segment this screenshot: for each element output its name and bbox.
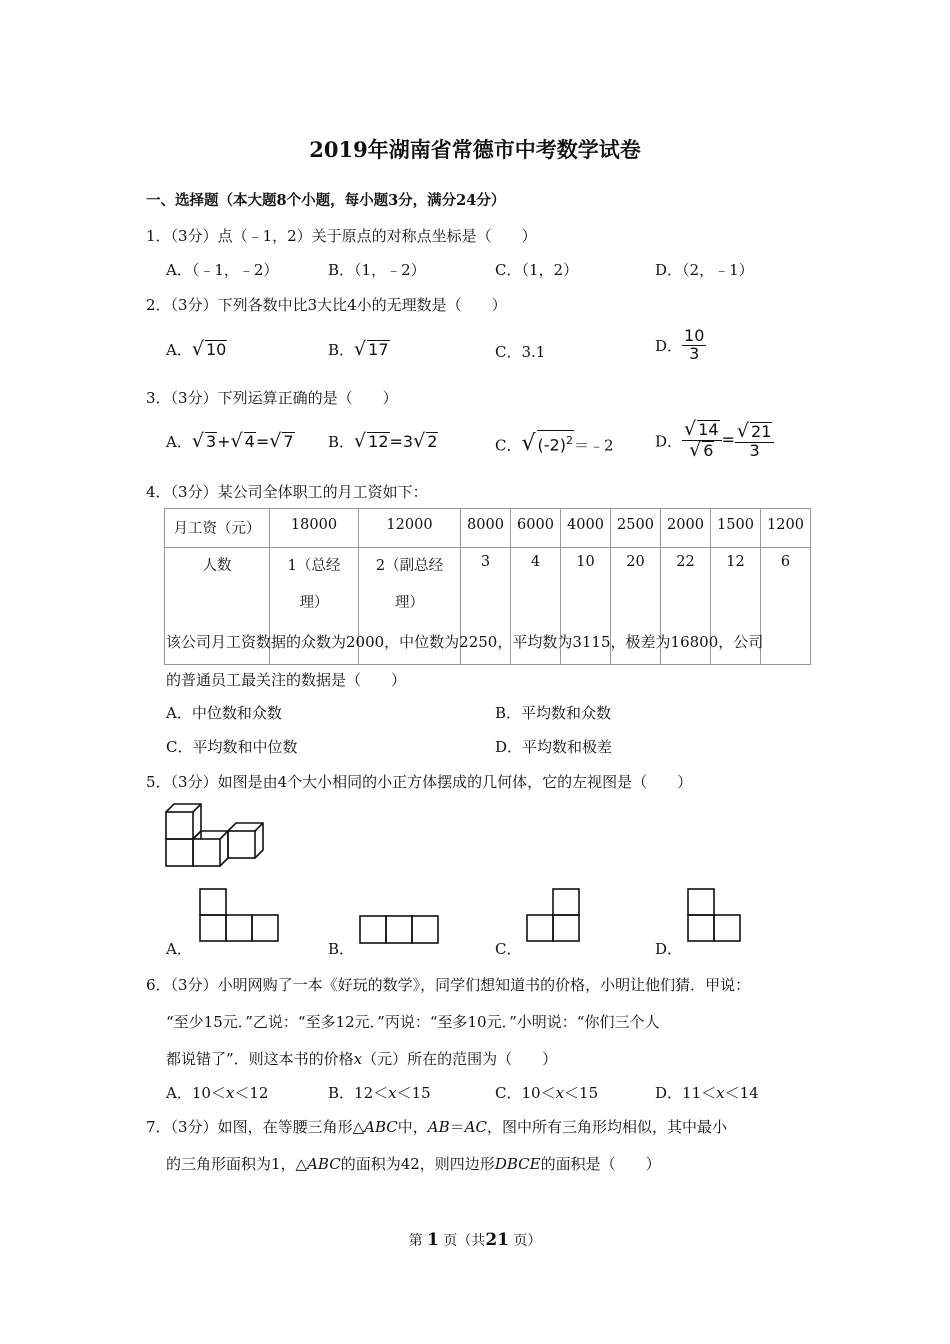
q3-option-a: A．√ 3+√ 4=√ 7 xyxy=(166,430,294,452)
table-cell: 18000 xyxy=(270,509,359,548)
table-cell: 2（副总经 理） xyxy=(359,548,461,665)
q6-option-c: C．10＜x＜15 xyxy=(495,1084,599,1102)
q4-option-a: A．中位数和众数 xyxy=(166,704,282,722)
q1-option-d: D．（2，﹣1） xyxy=(655,261,754,279)
q5-option-d-view xyxy=(686,887,744,945)
q6-option-a: A．10＜x＜12 xyxy=(166,1084,269,1102)
q3-option-b: B．√ 12=3√ 2 xyxy=(328,430,438,452)
q2-option-b: B．√ 17 xyxy=(328,338,389,360)
q5-option-c: C． xyxy=(495,940,522,958)
question-7-line-1: 7．（3分）如图，在等腰三角形△ABC中，AB＝AC，图中所有三角形均相似，其中最小 xyxy=(146,1118,727,1136)
table-cell: 1500 xyxy=(711,509,761,548)
table-row-label: 人数 xyxy=(165,548,270,665)
q3-option-d-label: D． xyxy=(655,432,683,451)
table-cell: 1（总经 理） xyxy=(270,548,359,665)
q5-option-d: D． xyxy=(655,940,683,958)
q4-text-line-1: 该公司月工资数据的众数为2000，中位数为2250，平均数为3115，极差为16800，公司 xyxy=(166,633,764,651)
q4-option-d: D．平均数和极差 xyxy=(495,738,613,756)
question-1-stem: 1．（3分）点（﹣1，2）关于原点的对称点坐标是（ ） xyxy=(146,227,537,245)
question-3-stem: 3．（3分）下列运算正确的是（ ） xyxy=(146,389,398,407)
q5-option-b-view xyxy=(358,914,442,946)
q2-option-a: A．√ 10 xyxy=(166,338,227,360)
question-4-stem: 4．（3分）某公司全体职工的月工资如下： xyxy=(146,483,428,501)
question-6-line-2: “至少15元．”乙说：“至多12元．”丙说：“至多10元．”小明说：“你们三个人 xyxy=(166,1013,660,1031)
question-2-stem: 2．（3分）下列各数中比3大比4小的无理数是（ ） xyxy=(146,296,507,314)
q5-cube-figure xyxy=(160,798,275,873)
table-cell: 10 xyxy=(561,548,611,665)
page-footer: 第 1 页（共21 页） xyxy=(408,1230,542,1250)
q2-option-b-radicand: 17 xyxy=(368,340,389,359)
table-cell: 12 xyxy=(711,548,761,665)
q1-option-c: C．（1，2） xyxy=(495,261,579,279)
q2-option-c: C．3.1 xyxy=(495,343,546,361)
q2-option-d-label: D． xyxy=(655,336,683,355)
table-cell: 3 xyxy=(461,548,511,665)
table-cell: 6000 xyxy=(511,509,561,548)
q1-option-a: A．（﹣1，﹣2） xyxy=(166,261,279,279)
q2-option-d-numerator: 10 xyxy=(684,326,705,345)
table-cell: 2500 xyxy=(611,509,661,548)
table-cell: 4000 xyxy=(561,509,611,548)
page-title: 2019年湖南省常德市中考数学试卷 xyxy=(309,137,641,162)
q6-option-b: B．12＜x＜15 xyxy=(328,1084,431,1102)
table-cell: 2000 xyxy=(661,509,711,548)
table-cell: 12000 xyxy=(359,509,461,548)
q3-option-c-label: C． xyxy=(495,436,522,455)
table-cell: 8000 xyxy=(461,509,511,548)
q3-option-c: C．√ $(-2)^2=﹣2$ xyxy=(495,431,614,457)
table-header-label: 月工资（元） xyxy=(165,509,270,548)
q2-option-d-denominator: 3 xyxy=(689,343,700,363)
q5-option-c-view xyxy=(525,887,583,945)
q1-option-b: B．（1，﹣2） xyxy=(328,261,426,279)
table-cell: 22 xyxy=(661,548,711,665)
q2-option-a-label: A． xyxy=(166,341,192,359)
table-cell: 6 xyxy=(761,548,811,665)
table-cell: 4 xyxy=(511,548,561,665)
q3-option-b-label: B． xyxy=(328,433,355,451)
section-heading: 一、选择题（本大题8个小题，每小题3分，满分24分） xyxy=(146,192,506,209)
question-7-line-2: 的三角形面积为1，△ABC的面积为42，则四边形DBCE的面积是（ ） xyxy=(166,1155,661,1173)
question-5-stem: 5．（3分）如图是由4个大小相同的小正方体摆成的几何体，它的左视图是（ ） xyxy=(146,773,693,791)
q2-option-b-label: B． xyxy=(328,341,355,359)
question-6-line-1: 6．（3分）小明网购了一本《好玩的数学》，同学们想知道书的价格，小明让他们猜．甲说： xyxy=(146,976,751,994)
q4-option-b: B．平均数和众数 xyxy=(495,704,612,722)
q3-option-c-tail: ＝﹣2 xyxy=(573,436,614,455)
q5-option-a-view xyxy=(198,887,280,945)
table-cell: 20 xyxy=(611,548,661,665)
q4-text-line-2: 的普通员工最关注的数据是（ ） xyxy=(166,671,407,689)
q2-option-d xyxy=(655,328,706,363)
q3-option-d: D． $\frac{√ 14}{√ 6}$ = $\frac{√ 21}{3}$ xyxy=(655,420,774,461)
q2-option-a-radicand: 10 xyxy=(205,340,227,359)
question-6-line-3: 都说错了”．则这本书的价格x（元）所在的范围为（ ） xyxy=(166,1050,558,1068)
q6-option-d: D．11＜x＜14 xyxy=(655,1084,759,1102)
table-cell: 1200 xyxy=(761,509,811,548)
q3-option-a-label: A． xyxy=(166,433,192,451)
q5-option-b: B． xyxy=(328,940,355,958)
q4-option-c: C．平均数和中位数 xyxy=(166,738,298,756)
q5-option-a: A． xyxy=(166,940,192,958)
